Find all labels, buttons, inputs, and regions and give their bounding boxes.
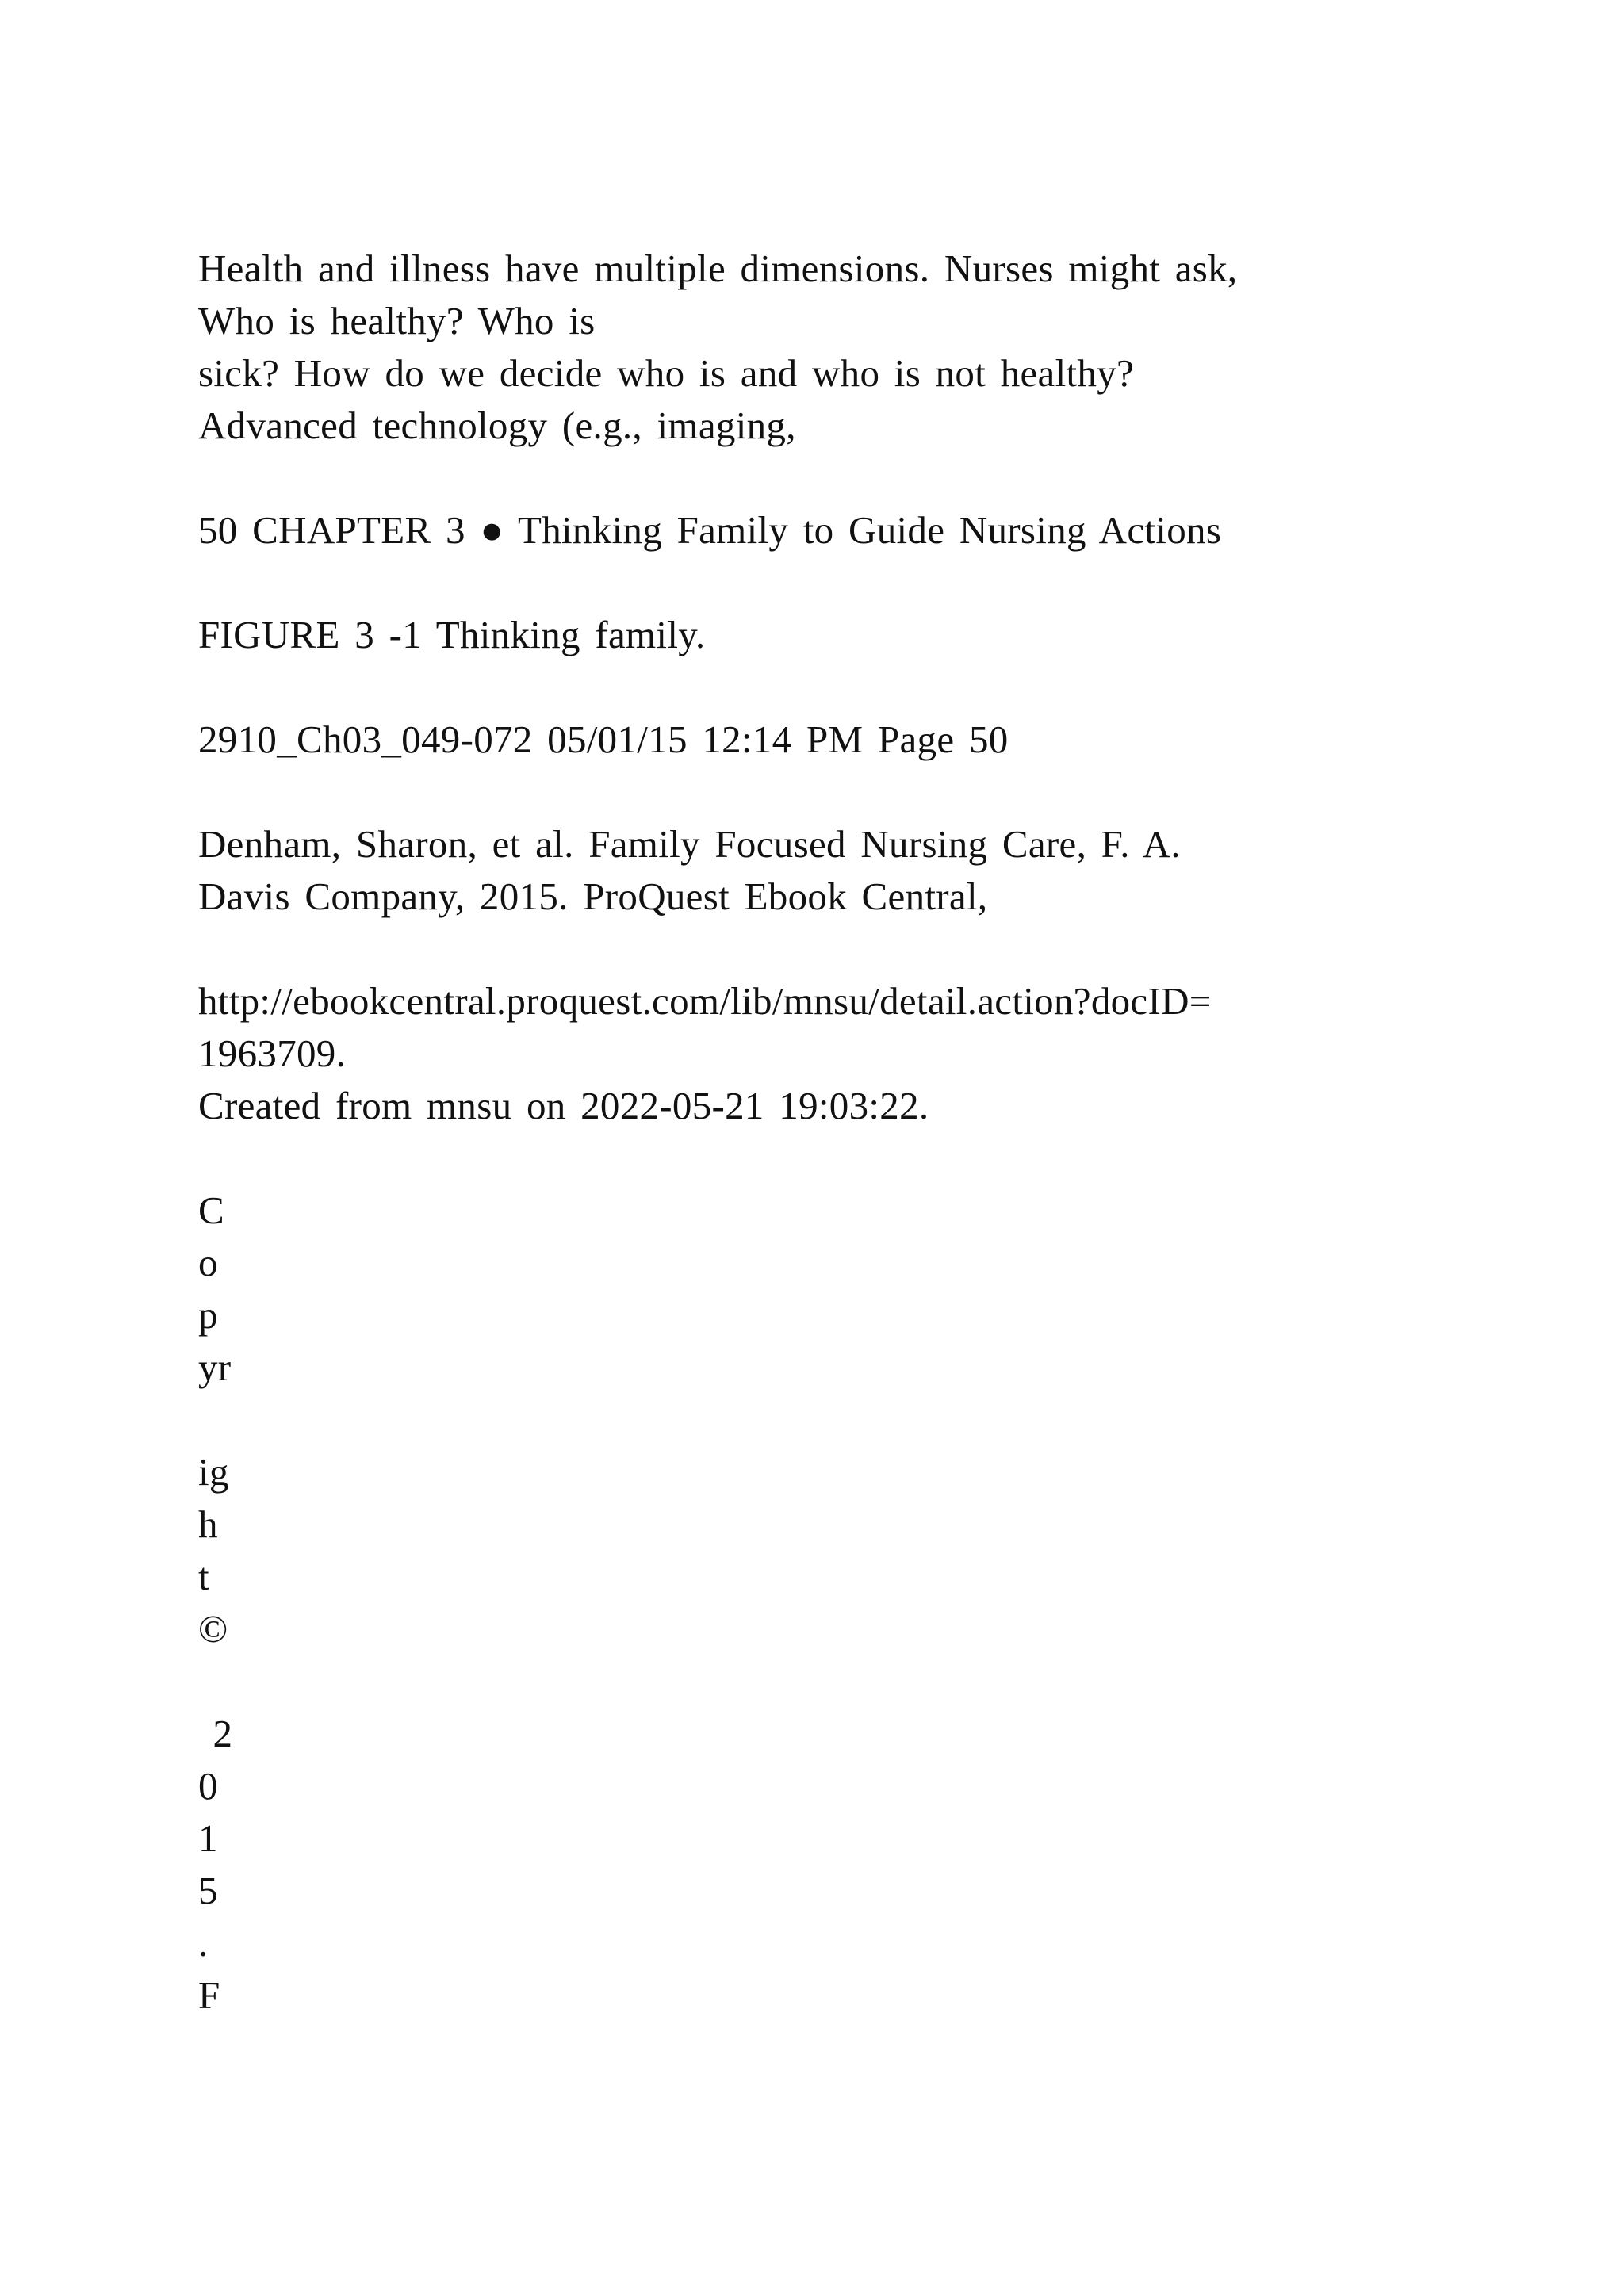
copyright-char: 0	[198, 1764, 218, 1808]
running-head: 50 CHAPTER 3 ● Thinking Family to Guide Nursing Actions	[198, 508, 1222, 552]
spacer	[198, 661, 1435, 714]
copyright-char: t	[198, 1555, 209, 1598]
copyright-char: C	[198, 1188, 224, 1232]
spacer	[198, 1394, 1435, 1446]
paragraph-line: sick? How do we decide who is and who is not healthy?	[198, 351, 1135, 395]
document-page	[198, 243, 1435, 2022]
spacer	[198, 452, 1435, 504]
copyright-char: yr	[198, 1345, 232, 1389]
spacer	[198, 923, 1435, 975]
paragraph-line: Health and illness have multiple dimensions. Nurses might ask,	[198, 247, 1238, 290]
copyright-vertical-text	[198, 1184, 1435, 2022]
copyright-char: 5	[198, 1869, 218, 1912]
paragraph-line: Who is healthy? Who is	[198, 299, 596, 342]
copyright-char: h	[198, 1502, 218, 1546]
spacer	[198, 1655, 1435, 1708]
spacer	[198, 1132, 1435, 1184]
spacer	[198, 766, 1435, 818]
spacer	[198, 557, 1435, 609]
copyright-char: p	[198, 1293, 218, 1337]
paragraph-line: Advanced technology (e.g., imaging,	[198, 404, 796, 447]
citation	[198, 818, 1435, 923]
copyright-char: .	[198, 1921, 209, 1965]
citation-line: Davis Company, 2015. ProQuest Ebook Central,	[198, 874, 988, 918]
copyright-char: o	[198, 1241, 218, 1284]
file-stamp: 2910_Ch03_049-072 05/01/15 12:14 PM Page 50	[198, 718, 1009, 761]
copyright-char: F	[198, 1973, 220, 2017]
figure-caption: FIGURE 3 -1 Thinking family.	[198, 613, 706, 656]
created-stamp: Created from mnsu on 2022-05-21 19:03:22.	[198, 1084, 929, 1127]
copyright-char: ig	[198, 1450, 229, 1494]
copyright-char: 1	[198, 1816, 218, 1860]
copyright-char: 2	[198, 1712, 233, 1755]
url-line: http://ebookcentral.proquest.com/lib/mnsu/detail.action?docID=	[198, 979, 1212, 1023]
body-paragraph	[198, 243, 1435, 452]
copyright-char: ©	[198, 1607, 228, 1651]
citation-line: Denham, Sharon, et al. Family Focused Nursing Care, F. A.	[198, 822, 1181, 866]
url-line: 1963709.	[198, 1031, 347, 1075]
source-url	[198, 975, 1435, 1080]
